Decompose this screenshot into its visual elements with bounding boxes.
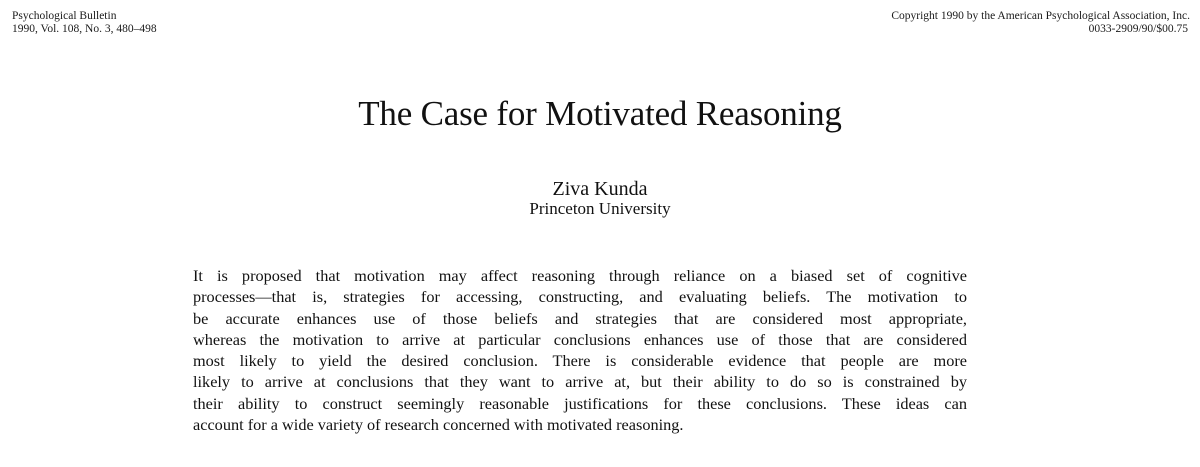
journal-header <box>12 10 157 36</box>
article-code: 0033-2909/90/$00.75 <box>1088 23 1188 35</box>
copyright-notice: Copyright 1990 by the American Psychological Association, Inc. <box>891 10 1190 22</box>
abstract-line: their ability to construct seemingly reasonable justifications for these conclusions. These ideas can <box>193 393 967 413</box>
author-affiliation: Princeton University <box>529 199 671 218</box>
abstract <box>193 265 967 435</box>
copyright-header <box>891 10 1188 36</box>
abstract-line: whereas the motivation to arrive at particular conclusions enhances use of those that are considered <box>193 329 967 349</box>
abstract-line: likely to arrive at conclusions that they want to arrive at, but their ability to do so is constrained by <box>193 372 967 392</box>
author-name: Ziva Kunda <box>552 178 648 200</box>
journal-citation: 1990, Vol. 108, No. 3, 480–498 <box>12 23 157 35</box>
article-title: The Case for Motivated Reasoning <box>358 94 842 133</box>
abstract-line: account for a wide variety of research concerned with motivated reasoning. <box>193 415 684 435</box>
abstract-line: It is proposed that motivation may affect reasoning through reliance on a biased set of cognitive <box>193 266 967 285</box>
abstract-line: processes—that is, strategies for accessing, constructing, and evaluating beliefs. The motivation to <box>193 287 967 307</box>
journal-name: Psychological Bulletin <box>12 10 117 22</box>
abstract-line: most likely to yield the desired conclusion. There is considerable evidence that people are more <box>193 351 967 371</box>
abstract-line: be accurate enhances use of those beliefs and strategies that are considered most appropriate, <box>193 308 967 328</box>
